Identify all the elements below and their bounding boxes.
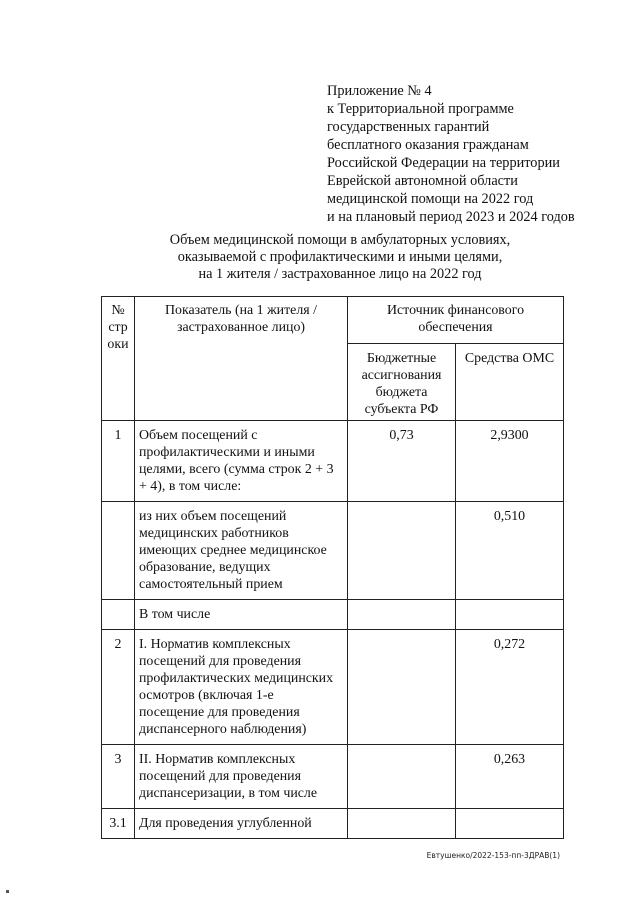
row-indicator <box>135 745 348 809</box>
header-num-line: оки <box>107 337 129 352</box>
header-budget <box>348 344 456 421</box>
document-title <box>100 232 580 283</box>
indicator-line: образование, ведущих <box>139 560 271 575</box>
indicator-line: осмотров (включая 1-е <box>139 688 274 703</box>
indicator-line: самостоятельный прием <box>139 577 283 592</box>
appendix-line: государственных гарантий <box>327 119 490 135</box>
row-number: 2 <box>102 630 135 745</box>
appendix-line: и на плановый период 2023 и 2024 годов <box>327 209 575 225</box>
indicator-line: + 4), в том числе: <box>139 479 242 494</box>
row-oms-value <box>456 600 564 630</box>
row-indicator <box>135 630 348 745</box>
indicator-line: посещений для проведения <box>139 769 301 784</box>
row-number <box>102 502 135 600</box>
table-row <box>102 421 564 502</box>
row-number: 1 <box>102 421 135 502</box>
indicator-line: II. Норматив комплексных <box>139 752 296 767</box>
indicator-line: имеющих среднее медицинское <box>139 543 327 558</box>
appendix-line: Приложение № 4 <box>327 83 432 99</box>
header-row-number <box>102 297 135 421</box>
row-budget-value <box>348 745 456 809</box>
table-row <box>102 809 564 839</box>
header-source-line: Источник финансового <box>386 303 525 318</box>
indicator-line: профилактических медицинских <box>139 671 334 686</box>
title-line: Объем медицинской помощи в амбулаторных условиях, <box>169 232 511 248</box>
header-num-line: стр <box>108 320 128 335</box>
appendix-line: Российской Федерации на территории <box>327 155 560 171</box>
header-budget-line: субъекта РФ <box>364 402 439 417</box>
row-indicator <box>135 809 348 839</box>
title-line: оказываемой с профилактическими и иными целями, <box>177 249 503 265</box>
row-budget-value <box>348 600 456 630</box>
indicator-line: Объем посещений с <box>139 428 258 443</box>
indicator-line: из них объем посещений <box>139 509 287 524</box>
table-row <box>102 502 564 600</box>
title-line: на 1 жителя / застрахованное лицо на 2022 год <box>198 266 482 282</box>
row-oms-value: 0,263 <box>456 745 564 809</box>
indicator-line: целями, всего (сумма строк 2 + 3 <box>139 462 334 477</box>
table-row <box>102 630 564 745</box>
row-number: 3 <box>102 745 135 809</box>
table-row <box>102 600 564 630</box>
appendix-line: к Территориальной программе <box>327 101 514 117</box>
indicator-line: диспансерного наблюдения) <box>139 722 307 737</box>
row-indicator <box>135 502 348 600</box>
scan-dot-mark <box>6 890 9 893</box>
header-num-line: № <box>111 303 125 318</box>
row-number <box>102 600 135 630</box>
row-indicator <box>135 421 348 502</box>
indicator-line: диспансеризации, в том числе <box>139 786 318 801</box>
volume-table <box>101 296 564 839</box>
row-oms-value <box>456 809 564 839</box>
document-footer-id: Евтушенко/2022-153-пп-3ДРАВ(1) <box>426 851 560 860</box>
header-budget-line: Бюджетные <box>366 351 437 366</box>
header-funding-source <box>348 297 564 344</box>
row-budget-value <box>348 630 456 745</box>
indicator-line: медицинских работников <box>139 526 289 541</box>
indicator-line: профилактическими и иными <box>139 445 315 460</box>
indicator-line: I. Норматив комплексных <box>139 637 291 652</box>
row-oms-value: 0,272 <box>456 630 564 745</box>
row-indicator <box>135 600 348 630</box>
indicator-line: Для проведения углубленной <box>139 816 312 831</box>
appendix-line: бесплатного оказания гражданам <box>327 137 529 153</box>
row-number: 3.1 <box>102 809 135 839</box>
indicator-line: посещение для проведения <box>139 705 300 720</box>
appendix-line: Еврейской автономной области <box>327 173 518 189</box>
indicator-line: посещений для проведения <box>139 654 301 669</box>
header-indicator-line: Показатель (на 1 жителя / <box>165 303 317 318</box>
table-row <box>102 745 564 809</box>
row-budget-value: 0,73 <box>348 421 456 502</box>
header-indicator-line: застрахованное лицо) <box>176 320 306 335</box>
header-budget-line: ассигнования <box>361 368 442 383</box>
header-row <box>102 297 564 344</box>
row-oms-value: 2,9300 <box>456 421 564 502</box>
appendix-line: медицинской помощи на 2022 год <box>327 191 534 207</box>
indicator-line: В том числе <box>139 607 211 622</box>
appendix-block <box>327 82 627 226</box>
row-budget-value <box>348 502 456 600</box>
row-budget-value <box>348 809 456 839</box>
row-oms-value: 0,510 <box>456 502 564 600</box>
header-indicator <box>135 297 348 421</box>
header-oms: Средства ОМС <box>456 344 564 421</box>
header-budget-line: бюджета <box>375 385 428 400</box>
header-source-line: обеспечения <box>418 320 493 335</box>
